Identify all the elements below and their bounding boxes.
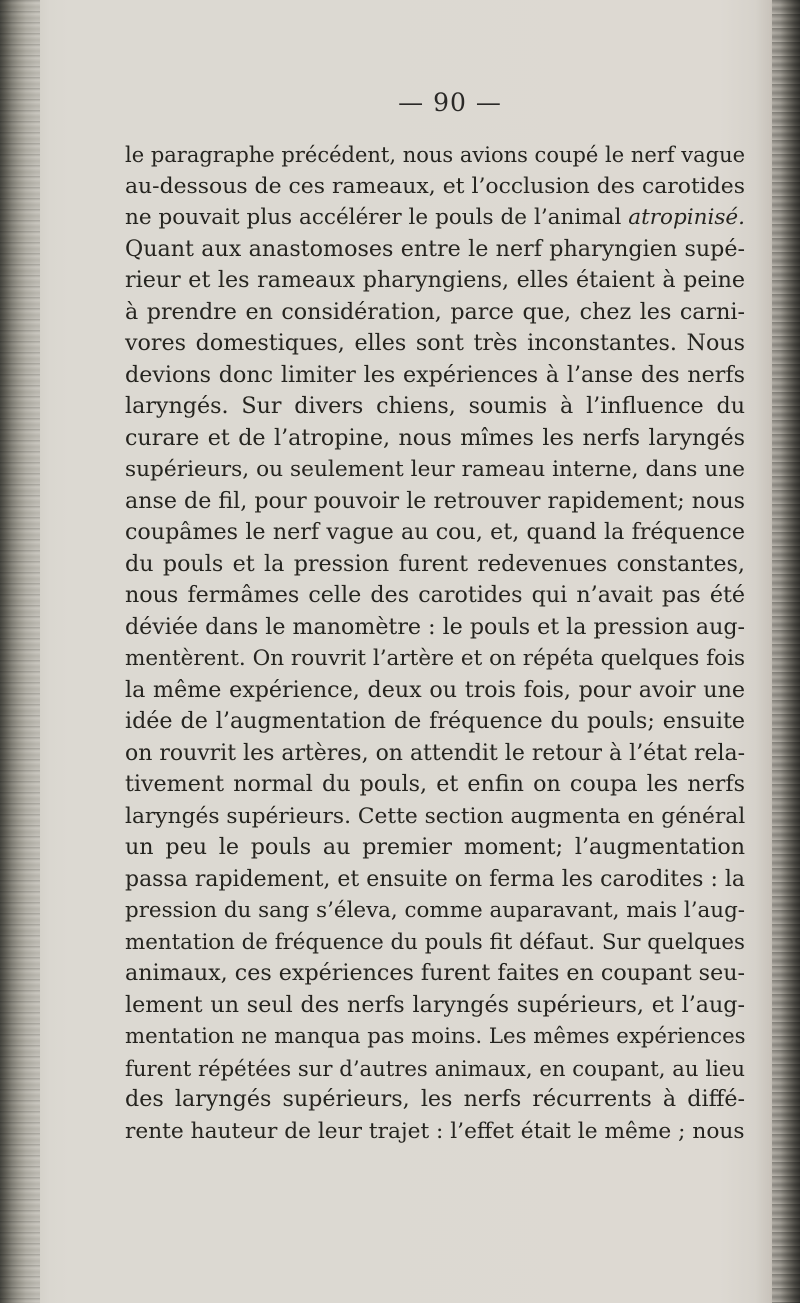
text-line: mentèrent. On rouvrit l’artère et on répéta quelques fois	[125, 646, 745, 671]
body-text	[125, 139, 745, 1147]
text-line: pression du sang s’éleva, comme auparavant, mais l’aug-	[125, 898, 745, 923]
text-line: un peu le pouls au premier moment; l’augmentation	[125, 834, 745, 860]
text-line: mentation ne manqua pas moins. Les mêmes expériences	[125, 1024, 746, 1049]
right-binding-shadow	[772, 0, 800, 1303]
text-line: le paragraphe précédent, nous avions coupé le nerf vague	[125, 142, 746, 167]
text-line: au-dessous de ces rameaux, et l’occlusion des carotides	[125, 173, 745, 199]
text-line: rente hauteur de leur trajet : l’effet était le même ; nous	[125, 1118, 745, 1144]
left-binding-shadow	[0, 0, 40, 1303]
text-line: laryngés. Sur divers chiens, soumis à l’influence du	[125, 393, 745, 419]
text-line: furent répétées sur d’autres animaux, en coupant, au lieu	[125, 1055, 745, 1081]
text-line: la même expérience, deux ou trois fois, pour avoir une	[125, 676, 745, 703]
text-line: on rouvrit les artères, on attendit le retour à l’état rela-	[125, 740, 745, 766]
text-line-start: ne pouvait plus accélérer le pouls de l’animal	[125, 205, 629, 230]
text-line: laryngés supérieurs. Cette section augmenta en général	[125, 803, 746, 829]
page-number: — 90 —	[398, 88, 502, 117]
text-line: Quant aux anastomoses entre le nerf pharyngien supé-	[125, 235, 745, 262]
text-line: tivement normal du pouls, et enfin on coupa les nerfs	[125, 771, 745, 797]
text-line: supérieurs, ou seulement leur rameau interne, dans une	[125, 457, 745, 482]
text-line: curare et de l’atropine, nous mîmes les nerfs laryngés	[125, 424, 745, 451]
text-line: mentation de fréquence du pouls fit défaut. Sur quelques	[125, 929, 745, 955]
text-line: nous fermâmes celle des carotides qui n’avait pas été	[125, 582, 745, 608]
text-line: des laryngés supérieurs, les nerfs récurrents à diffé-	[125, 1086, 745, 1112]
text-line: du pouls et la pression furent redevenues constantes,	[125, 550, 745, 577]
text-line: animaux, ces expériences furent faites en coupant seu-	[125, 960, 745, 986]
text-line: anse de fil, pour pouvoir le retrouver rapidement; nous	[125, 487, 745, 514]
text-line: vores domestiques, elles sont très inconstantes. Nous	[125, 330, 745, 356]
text-line	[125, 202, 745, 234]
text-line: à prendre en considération, parce que, chez les carni-	[125, 298, 745, 325]
text-line: idée de l’augmentation de fréquence du pouls; ensuite	[125, 708, 745, 734]
text-line: rieur et les rameaux pharyngiens, elles étaient à peine	[125, 267, 745, 293]
text-line: déviée dans le manomètre : le pouls et la pression aug-	[125, 613, 746, 640]
text-line: lement un seul des nerfs laryngés supérieurs, et l’aug-	[125, 991, 745, 1018]
text-line: coupâmes le nerf vague au cou, et, quand la fréquence	[125, 519, 745, 545]
text-line: devions donc limiter les expériences à l’anse des nerfs	[125, 361, 745, 388]
text-line: passa rapidement, et ensuite on ferma les carodites : la	[125, 866, 745, 892]
italic-word: atropinisé.	[628, 205, 745, 230]
